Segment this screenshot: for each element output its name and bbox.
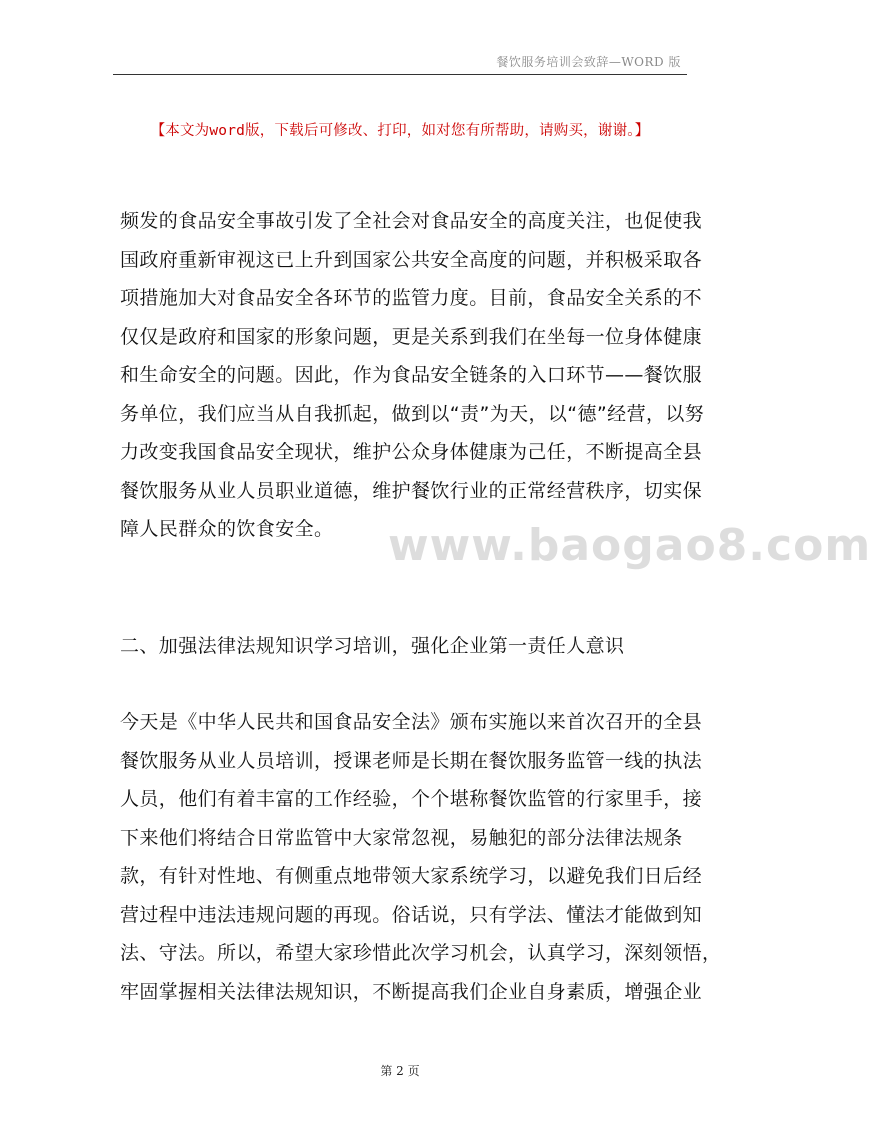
text-line: 仅仅是政府和国家的形象问题，更是关系到我们在坐每一位身体健康 xyxy=(120,325,703,348)
text-line: 力改变我国食品安全现状，维护公众身体健康为己任，不断提高全县 xyxy=(120,441,703,463)
text-line: 牢固掌握相关法律法规知识，不断提高我们企业自身素质，增强企业 xyxy=(120,980,703,1003)
page-number: 第 2 页 xyxy=(380,1064,420,1078)
text-line: 营过程中违法违规问题的再现。俗话说，只有学法、懂法才能做到知 xyxy=(120,903,703,926)
site-watermark: www.baogao8.com xyxy=(388,520,871,571)
paragraph-1 xyxy=(120,202,705,549)
text-line: 务单位，我们应当从自我抓起，做到以“责”为天，以“德”经营，以努 xyxy=(120,402,705,425)
text-line: 下来他们将结合日常监管中大家常忽视，易触犯的部分法律法规条 xyxy=(120,826,683,849)
section-heading: 二、加强法律法规知识学习培训，强化企业第一责任人意识 xyxy=(120,635,625,657)
text-line: 国政府重新审视这已上升到国家公共安全高度的问题，并积极采取各 xyxy=(120,248,703,271)
text-line: 人员，他们有着丰富的工作经验，个个堪称餐饮监管的行家里手，接 xyxy=(120,788,703,810)
text-line: 项措施加大对食品安全各环节的监管力度。目前，食品安全关系的不 xyxy=(120,287,703,309)
text-line: 频发的食品安全事故引发了全社会对食品安全的高度关注，也促使我 xyxy=(120,210,703,232)
text-line: 法、守法。所以，希望大家珍惜此次学习机会，认真学习，深刻领悟， xyxy=(120,942,722,964)
text-line: 障人民群众的饮食安全。 xyxy=(120,518,334,540)
header-rule xyxy=(113,74,687,75)
text-line: 款，有针对性地、有侧重点地带领大家系统学习，以避免我们日后经 xyxy=(120,865,703,887)
running-header: 餐饮服务培训会致辞—WORD 版 xyxy=(496,55,681,69)
text-line: 今天是《中华人民共和国食品安全法》颁布实施以来首次召开的全县 xyxy=(120,711,703,733)
purchase-notice: 【本文为word版，下载后可修改、打印，如对您有所帮助，请购买，谢谢。】 xyxy=(150,123,650,139)
text-line: 餐饮服务从业人员培训，授课老师是长期在餐饮服务监管一线的执法 xyxy=(120,749,703,772)
paragraph-2 xyxy=(120,703,722,1011)
text-line: 餐饮服务从业人员职业道德，维护餐饮行业的正常经营秩序，切实保 xyxy=(120,479,703,502)
text-line: 和生命安全的问题。因此，作为食品安全链条的入口环节——餐饮服 xyxy=(120,364,703,386)
